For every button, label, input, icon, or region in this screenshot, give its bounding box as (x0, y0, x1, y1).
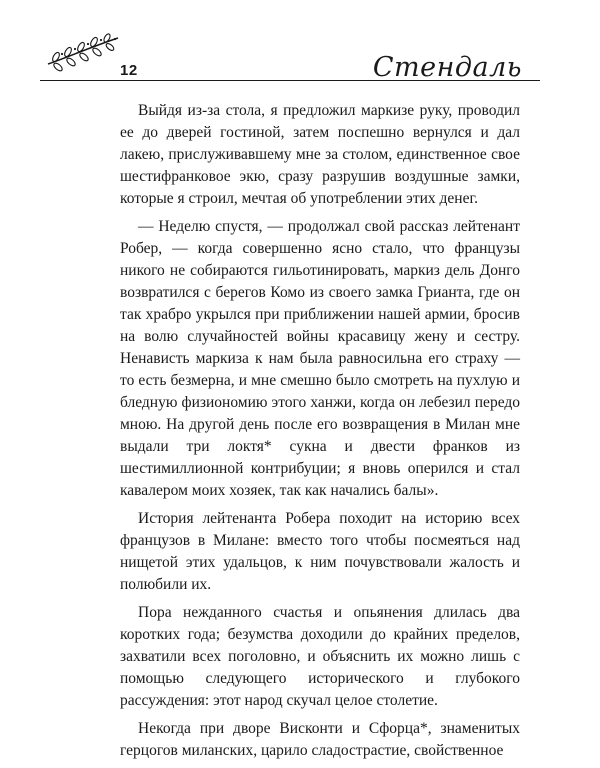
header-divider (40, 80, 540, 81)
paragraph: — Неделю спустя, — продолжал свой рассказ лейтенант Робер, — когда совершенно ясно стало, что французы никого не собираются гильотинировать, маркиз дель Донго возвратился с берегов Комо из своего замка Грианта, где он так храбро укрылся при приближении нашей армии, бросив на волю случайностей войны красавицу жену и сестру. Ненависть маркиза к нам была равносильна его страху — то есть безмерна, и мне смешно было смотреть на пухлую и бледную физиономию этого ханжи, когда он лебезил передо мною. На другой день после его возвращения в Милан мне выдали три локтя* сукна и двести франков из шестимиллионной контрибуции; я вновь оперился и стал кавалером моих хозяек, так как начались балы». (120, 218, 520, 499)
paragraph: Выйдя из-за стола, я предложил маркизе руку, проводил ее до дверей гостиной, затем поспешно вернулся и дал лакею, прислуживавшему мне за столом, единственное свое шестифранковое экю, сразу разрушив воздушные замки, которые я строил, мечтая об употреблении этих денег. (120, 102, 520, 207)
page-number: 12 (120, 62, 138, 79)
leafy-branch-icon (44, 30, 122, 72)
running-head: Стендаль (372, 52, 522, 83)
paragraph: Пора нежданного счастья и опьянения длилась два коротких года; безумства доходили до крайних пределов, захватили всех поголовно, и объяснить их можно лишь с помощью следующего исторического и глубокого рассуждения: этот народ скучал целое столетие. (120, 604, 520, 709)
paragraph: История лейтенанта Робера походит на историю всех французов в Милане: вместо того чтобы посмеяться над нищетой этих удальцов, к ним почувствовали жалость и полюбили их. (120, 510, 520, 593)
body-text (120, 100, 520, 768)
paragraph: Некогда при дворе Висконти и Сфорца*, знаменитых герцогов миланских, царило сладострастие, свойственное (120, 720, 520, 759)
